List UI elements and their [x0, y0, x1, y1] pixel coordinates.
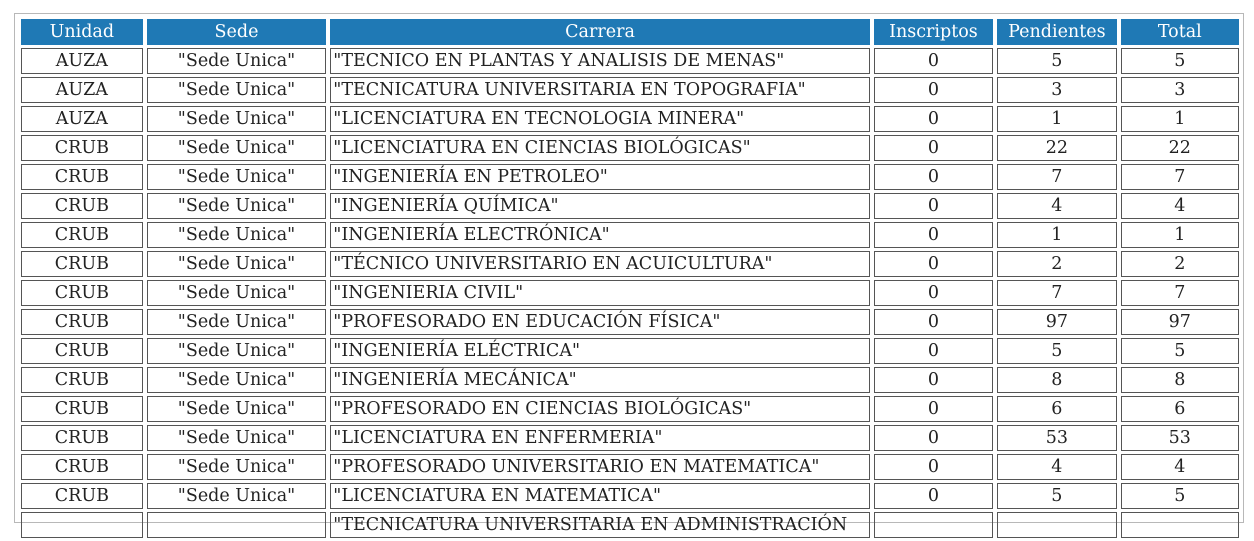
cell-pendientes: 3: [997, 77, 1117, 103]
cell-unidad: CRUB: [21, 454, 143, 480]
table-row: [21, 48, 1239, 74]
cell-unidad: CRUB: [21, 222, 143, 248]
cell-sede: "Sede Unica": [147, 77, 327, 103]
cell-pendientes: 5: [997, 48, 1117, 74]
cell-unidad: [21, 512, 143, 538]
header-sede[interactable]: Sede: [147, 19, 327, 45]
cell-carrera: "INGENIERÍA QUÍMICA": [330, 193, 869, 219]
cell-sede: "Sede Unica": [147, 425, 327, 451]
cell-inscriptos: 0: [874, 164, 993, 190]
cell-pendientes: 53: [997, 425, 1117, 451]
cell-sede: "Sede Unica": [147, 193, 327, 219]
cell-sede: "Sede Unica": [147, 483, 327, 509]
cell-inscriptos: 0: [874, 396, 993, 422]
header-unidad[interactable]: Unidad: [21, 19, 143, 45]
cell-inscriptos: 0: [874, 251, 993, 277]
table-row: [21, 193, 1239, 219]
cell-unidad: AUZA: [21, 77, 143, 103]
table-row: [21, 164, 1239, 190]
cell-sede: "Sede Unica": [147, 338, 327, 364]
results-table: [17, 16, 1243, 541]
table-row: [21, 280, 1239, 306]
cell-total: 7: [1121, 164, 1239, 190]
cell-sede: "Sede Unica": [147, 309, 327, 335]
cell-inscriptos: 0: [874, 280, 993, 306]
cell-sede: "Sede Unica": [147, 164, 327, 190]
cell-unidad: AUZA: [21, 106, 143, 132]
cell-carrera: "INGENIERIA CIVIL": [330, 280, 869, 306]
cell-sede: "Sede Unica": [147, 251, 327, 277]
cell-sede: "Sede Unica": [147, 48, 327, 74]
cell-unidad: CRUB: [21, 483, 143, 509]
cell-pendientes: 22: [997, 135, 1117, 161]
cell-carrera: "LICENCIATURA EN ENFERMERIA": [330, 425, 869, 451]
cell-sede: "Sede Unica": [147, 222, 327, 248]
cell-total: 97: [1121, 309, 1239, 335]
cell-total: 1: [1121, 106, 1239, 132]
table-row: [21, 338, 1239, 364]
cell-carrera: "LICENCIATURA EN TECNOLOGIA MINERA": [330, 106, 869, 132]
cell-pendientes: 1: [997, 106, 1117, 132]
cell-inscriptos: 0: [874, 106, 993, 132]
cell-sede: "Sede Unica": [147, 454, 327, 480]
cell-inscriptos: 0: [874, 454, 993, 480]
cell-total: 2: [1121, 251, 1239, 277]
cell-inscriptos: 0: [874, 222, 993, 248]
cell-inscriptos: 0: [874, 338, 993, 364]
table-body: [21, 48, 1239, 538]
cell-pendientes: 7: [997, 164, 1117, 190]
cell-inscriptos: 0: [874, 77, 993, 103]
cell-carrera: "INGENIERÍA ELÉCTRICA": [330, 338, 869, 364]
cell-inscriptos: [874, 512, 993, 538]
cell-inscriptos: 0: [874, 483, 993, 509]
cell-sede: [147, 512, 327, 538]
cell-pendientes: 8: [997, 367, 1117, 393]
cell-total: 5: [1121, 48, 1239, 74]
cell-inscriptos: 0: [874, 135, 993, 161]
cell-pendientes: 5: [997, 338, 1117, 364]
cell-pendientes: 97: [997, 309, 1117, 335]
cell-pendientes: 2: [997, 251, 1117, 277]
cell-unidad: AUZA: [21, 48, 143, 74]
cell-unidad: CRUB: [21, 425, 143, 451]
cell-unidad: CRUB: [21, 251, 143, 277]
cell-pendientes: 1: [997, 222, 1117, 248]
cell-unidad: CRUB: [21, 367, 143, 393]
cell-unidad: CRUB: [21, 135, 143, 161]
cell-sede: "Sede Unica": [147, 106, 327, 132]
cell-total: 4: [1121, 454, 1239, 480]
cell-inscriptos: 0: [874, 309, 993, 335]
cell-carrera: "LICENCIATURA EN MATEMATICA": [330, 483, 869, 509]
cell-total: 5: [1121, 483, 1239, 509]
cell-inscriptos: 0: [874, 425, 993, 451]
table-row: [21, 251, 1239, 277]
cell-pendientes: 5: [997, 483, 1117, 509]
cell-carrera: "TÉCNICO UNIVERSITARIO EN ACUICULTURA": [330, 251, 869, 277]
cell-total: 3: [1121, 77, 1239, 103]
cell-carrera: "TECNICATURA UNIVERSITARIA EN TOPOGRAFIA": [330, 77, 869, 103]
table-header-row: [21, 19, 1239, 45]
cell-unidad: CRUB: [21, 396, 143, 422]
table-row: [21, 309, 1239, 335]
header-carrera[interactable]: Carrera: [330, 19, 869, 45]
cell-carrera: "INGENIERÍA EN PETROLEO": [330, 164, 869, 190]
cell-carrera: "PROFESORADO EN CIENCIAS BIOLÓGICAS": [330, 396, 869, 422]
cell-total: 5: [1121, 338, 1239, 364]
cell-inscriptos: 0: [874, 367, 993, 393]
header-total[interactable]: Total: [1121, 19, 1239, 45]
cell-carrera: "TECNICO EN PLANTAS Y ANALISIS DE MENAS": [330, 48, 869, 74]
table-row: [21, 512, 1239, 538]
cell-total: 4: [1121, 193, 1239, 219]
cell-carrera: "LICENCIATURA EN CIENCIAS BIOLÓGICAS": [330, 135, 869, 161]
cell-total: 53: [1121, 425, 1239, 451]
cell-sede: "Sede Unica": [147, 367, 327, 393]
cell-carrera: "INGENIERÍA MECÁNICA": [330, 367, 869, 393]
cell-unidad: CRUB: [21, 309, 143, 335]
cell-unidad: CRUB: [21, 338, 143, 364]
cell-total: 7: [1121, 280, 1239, 306]
cell-total: [1121, 512, 1239, 538]
table-row: [21, 483, 1239, 509]
cell-total: 8: [1121, 367, 1239, 393]
table-row: [21, 222, 1239, 248]
cell-total: 6: [1121, 396, 1239, 422]
cell-carrera: "TECNICATURA UNIVERSITARIA EN ADMINISTRACIÓN: [330, 512, 869, 538]
cell-sede: "Sede Unica": [147, 280, 327, 306]
results-table-container: [14, 13, 1244, 535]
cell-inscriptos: 0: [874, 48, 993, 74]
cell-unidad: CRUB: [21, 280, 143, 306]
cell-pendientes: 7: [997, 280, 1117, 306]
table-row: [21, 77, 1239, 103]
table-row: [21, 396, 1239, 422]
cell-total: 1: [1121, 222, 1239, 248]
table-row: [21, 454, 1239, 480]
cell-carrera: "INGENIERÍA ELECTRÓNICA": [330, 222, 869, 248]
cell-carrera: "PROFESORADO UNIVERSITARIO EN MATEMATICA": [330, 454, 869, 480]
cell-unidad: CRUB: [21, 193, 143, 219]
cell-inscriptos: 0: [874, 193, 993, 219]
cell-unidad: CRUB: [21, 164, 143, 190]
cell-pendientes: 4: [997, 454, 1117, 480]
cell-total: 22: [1121, 135, 1239, 161]
table-row: [21, 135, 1239, 161]
table-row: [21, 425, 1239, 451]
cell-pendientes: 6: [997, 396, 1117, 422]
cell-sede: "Sede Unica": [147, 396, 327, 422]
cell-sede: "Sede Unica": [147, 135, 327, 161]
cell-pendientes: 4: [997, 193, 1117, 219]
header-pendientes[interactable]: Pendientes: [997, 19, 1117, 45]
table-row: [21, 367, 1239, 393]
cell-pendientes: [997, 512, 1117, 538]
header-inscriptos[interactable]: Inscriptos: [874, 19, 993, 45]
table-row: [21, 106, 1239, 132]
cell-carrera: "PROFESORADO EN EDUCACIÓN FÍSICA": [330, 309, 869, 335]
